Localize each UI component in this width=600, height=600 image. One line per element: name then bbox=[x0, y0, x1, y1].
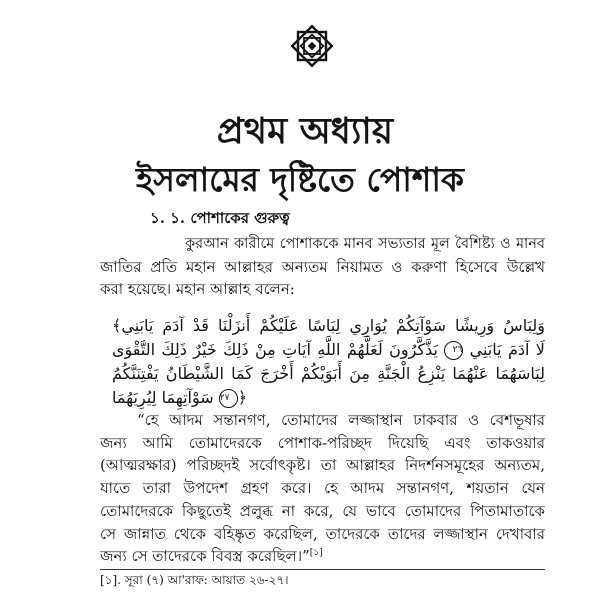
arabic-word: الْجَنَّةِ bbox=[377, 364, 411, 383]
translation-line: যাতে তারা উপদেশ গ্রহণ করে। হে আদম সন্তানগণ, শয়তান যেন bbox=[100, 479, 545, 498]
closing-bracket: ﴿ bbox=[237, 388, 248, 407]
arabic-word: لَعَلَّهُمْ bbox=[346, 340, 383, 359]
arabic-word: يَابَنِي bbox=[469, 340, 502, 359]
intro-paragraph bbox=[100, 233, 545, 301]
arabic-word: آيَاتِ bbox=[282, 340, 311, 359]
arabic-word: أَخْرَجَ bbox=[260, 364, 294, 383]
arabic-word: مِنْ bbox=[254, 340, 276, 359]
arabic-word: الشَّيْطَانُ bbox=[165, 364, 224, 383]
translation-text: জন্য সে তাদেরকে বিবস্ত্র করেছিল।” bbox=[100, 547, 310, 566]
translation-paragraph bbox=[100, 409, 545, 568]
intro-line: জাতির প্রতি মহান আল্লাহর অন্যতম নিয়ামত ও করুণা হিসেবে উল্লেখ bbox=[100, 257, 545, 276]
verse-number-marker: ٢٦ bbox=[444, 341, 463, 360]
arabic-word: قَدْ bbox=[192, 316, 209, 335]
arabic-word: ذَلِكَ bbox=[161, 340, 187, 359]
octagram-ornament-icon bbox=[290, 24, 334, 68]
arabic-word: التَّقْوَى bbox=[112, 340, 156, 359]
footnote-text: [১]. সূরা (৭) আ'রাফ: আয়াত ২৬-২৭। bbox=[100, 573, 289, 587]
arabic-word: مِنَ bbox=[349, 364, 370, 383]
footnote-rule bbox=[100, 569, 545, 570]
arabic-word: وَرِيشًا bbox=[455, 316, 495, 335]
verse-line bbox=[112, 386, 545, 410]
verse-line bbox=[112, 314, 545, 338]
translation-line: “হে আদম সন্তানগণ, তোমাদের লজ্জাস্থান ঢাকবার ও বেশভূষার bbox=[137, 411, 545, 429]
arabic-word: خَيْرٌ bbox=[193, 340, 217, 359]
arabic-word: سَوْآتِكُمْ bbox=[395, 316, 446, 335]
arabic-word: أَنزَلْنَا bbox=[218, 316, 251, 335]
arabic-word: عَلَيْكُمْ bbox=[259, 316, 299, 335]
arabic-word: يَذَّكَّرُونَ bbox=[389, 340, 438, 359]
arabic-word: يَابَنِي bbox=[121, 316, 154, 335]
translation-line: তোমাদেরকে কিছুতেই প্রলুব্ধ না করে, যে ভাবে তোমাদের পিতামাতাকে bbox=[100, 501, 545, 520]
arabic-word: ذَلِكَ bbox=[223, 340, 249, 359]
verse-text bbox=[112, 340, 438, 359]
verse-line bbox=[112, 338, 545, 362]
arabic-word: آدَمَ bbox=[162, 316, 184, 335]
translation-line bbox=[100, 545, 545, 568]
translation-line: সে জান্নাত থেকে বহিষ্কৃত করেছিল, তাদেরকে তাদের লজ্জাস্থান দেখাবার bbox=[100, 524, 545, 543]
arabic-word: يُوَارِي bbox=[349, 316, 387, 335]
verse-text bbox=[470, 340, 545, 359]
arabic-word: وَلِبَاسُ bbox=[503, 316, 545, 335]
translation-line: জন্য আমি তোমাদেরকে পোশাক-পরিচ্ছদ দিয়েছি এবং তাকওয়ার bbox=[100, 433, 545, 452]
verse-text bbox=[112, 364, 545, 383]
footnote-reference: [১] bbox=[309, 548, 323, 559]
quran-verse-block bbox=[112, 314, 545, 410]
ornament-svg bbox=[290, 24, 334, 68]
arabic-word: لَا bbox=[535, 340, 545, 359]
arabic-word: لِبَاسًا bbox=[307, 316, 341, 335]
verse-line bbox=[112, 362, 545, 386]
verse-text bbox=[121, 316, 545, 335]
chapter-title: প্রথম অধ্যায় bbox=[216, 110, 394, 152]
verse-number-marker: ٢٧ bbox=[219, 389, 238, 408]
intro-line: করা হয়েছে। মহান আল্লাহ বলেন: bbox=[100, 280, 295, 299]
arabic-word: عَنْهُمَا bbox=[452, 364, 489, 383]
arabic-word: كَمَا bbox=[231, 364, 253, 383]
arabic-word: سَوْآتِهِمَا bbox=[161, 388, 214, 407]
opening-bracket: ﴾ bbox=[112, 316, 122, 335]
arabic-word: أَبَوَيْكُمْ bbox=[300, 364, 342, 383]
section-heading: ১. ১. পোশাকের গুরুত্ব bbox=[150, 209, 290, 227]
arabic-word: يَنْزِعُ bbox=[417, 364, 446, 383]
arabic-word: يَفْتِنَنَّكُمُ bbox=[112, 364, 159, 383]
arabic-word: آدَمَ bbox=[507, 340, 530, 359]
arabic-word: لِبَاسَهُمَا bbox=[495, 364, 545, 383]
intro-line: কুরআন কারীমে পোশাককে মানব সভ্যতার মূল বৈশিষ্ট্য ও মানব bbox=[185, 236, 545, 252]
chapter-subtitle: ইসলামের দৃষ্টিতে পোশাক bbox=[136, 160, 464, 199]
verse-text bbox=[112, 388, 214, 407]
arabic-word: اللَّهِ bbox=[317, 340, 341, 359]
arabic-word: لِيُرِيَهُمَا bbox=[112, 388, 157, 407]
translation-line: (আত্মরক্ষার) পরিচ্ছদই সর্বোৎকৃষ্ট। তা আল্লাহর নিদর্শনসমূহের অন্যতম, bbox=[100, 456, 545, 475]
